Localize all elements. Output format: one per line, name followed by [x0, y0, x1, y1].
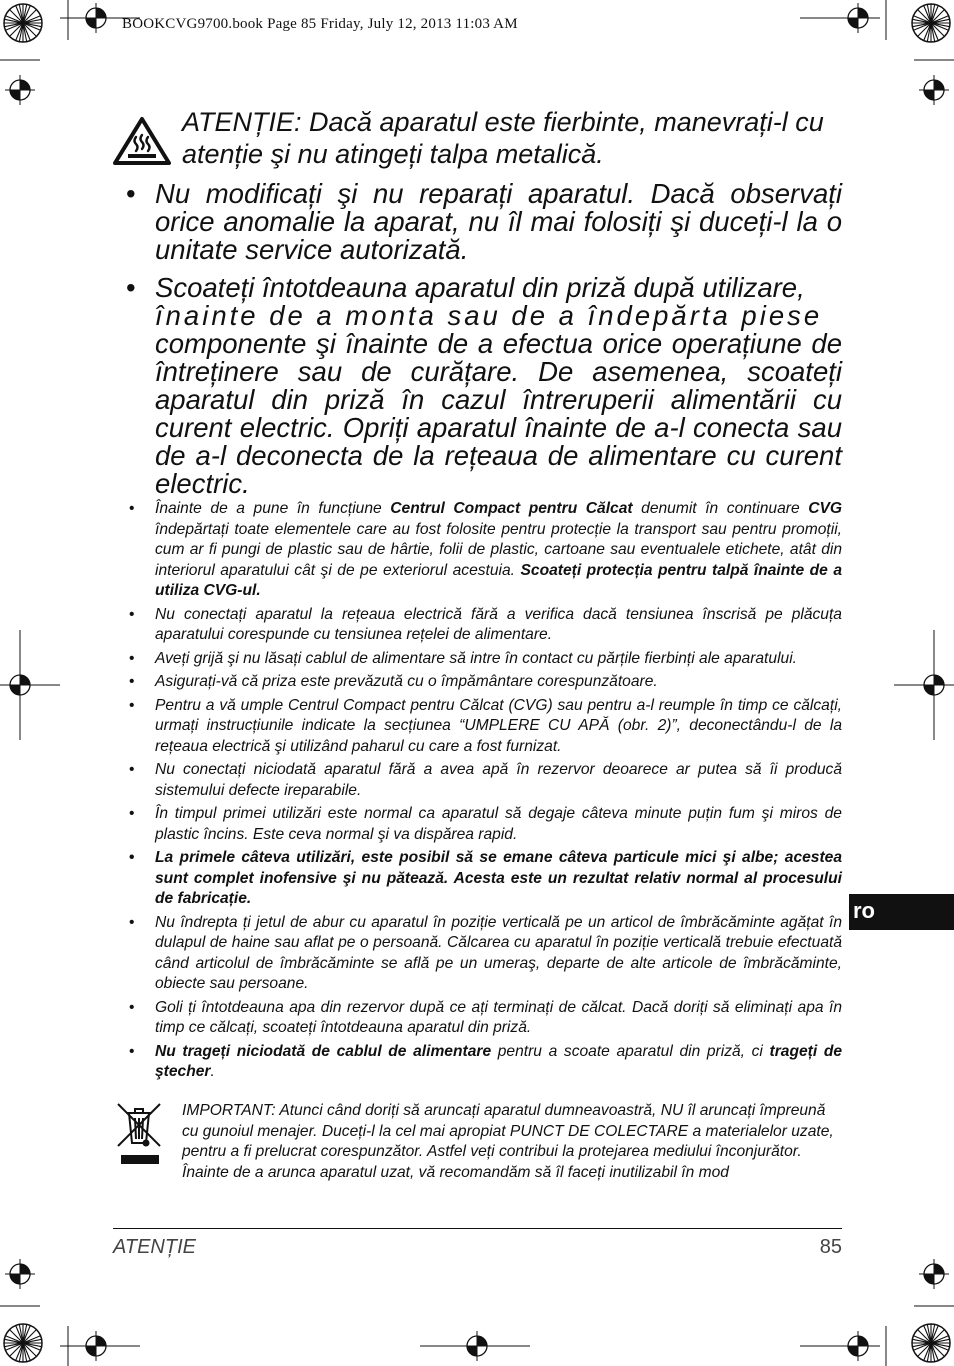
bullet-text: Nu îndrepta ți jetul de abur cu aparatul în poziție verticală pe un articol de îmbrăcăminte agățat în dulapul de haine sau aflat pe o persoană. Călcarea cu aparatul în poziție verticală trebuie efectuată când articolul de îmbrăcăminte se află pe un umeraş, departe de alte articole de îmbrăcăminte, obiecte sau persoane. — [155, 913, 842, 992]
text-span: îndepărtați toate elementele care au fost folosite pentru protecție la transport sau pentru promoții, cum ar fi pungi de plastic sau de hârtie, folii de plastic, cartoane sau eventualele etichete, atât din interiorul aparatului cât şi de pe exteriorul acestuia. — [155, 520, 842, 579]
bullet-icon: • — [129, 998, 135, 1016]
bullet-icon: • — [126, 178, 136, 209]
bullet-text: La primele câteva utilizări, este posibil să se emane câteva particule mici şi albe; acestea sunt complet inofensive şi nu pătează. Acesta este un rezultat relativ normal al procesului de fabricație. — [155, 849, 842, 907]
list-item — [120, 605, 842, 646]
bullet-icon: • — [129, 673, 135, 690]
hot-appliance-warning: ATENȚIE: Dacă aparatul este fierbinte, manevrați-l cu atenție şi nu atingeți talpa metalică. — [182, 107, 824, 169]
disposal-paragraph: IMPORTANT: Atunci când doriți să aruncați aparatul dumneavoastră, NU îl aruncați împreună cu gunoiul menajer. Duceți-l la cel mai apropiat PUNCT DE COLECTARE a materialelor uzate, pentru a fi prelucrat corespunzător. Astfel veți contribui la protejarea mediului înconjurător. — [182, 1102, 834, 1160]
bullet-icon: • — [129, 500, 135, 517]
major-safety-list — [120, 180, 842, 508]
text-span: pentru a scoate aparatul din priză, ci — [491, 1042, 770, 1060]
list-item — [120, 998, 842, 1039]
footer-divider — [113, 1228, 842, 1229]
bullet-icon: • — [129, 913, 135, 931]
emphasis-text: Scoateți protecția pentru talpă înainte de a utiliza CVG-ul. — [155, 561, 842, 599]
disposal-notice — [182, 1101, 842, 1183]
page-number: 85 — [819, 1236, 842, 1258]
bullet-text: componente şi înainte de a efectua orice operațiune de întreținere sau de curățare. De asemenea, scoateți aparatul din priză în cazul întreruperii alimentării cu curent electric. Opriți aparatul înainte de a-l conecta sau de a-l deconecta de la rețeaua de alimentare cu curent electric. — [155, 328, 842, 499]
text-span: denumit în continuare — [632, 500, 809, 517]
list-item — [120, 499, 842, 602]
list-item — [120, 760, 842, 801]
list-item — [120, 1042, 842, 1083]
bullet-text: Asigurați-vă că priza este prevăzută cu o împământare corespunzătoare. — [155, 673, 658, 690]
bullet-icon: • — [129, 649, 135, 667]
bullet-icon: • — [129, 605, 135, 623]
bullet-text: Nu conectați niciodată aparatul fără a avea apă în rezervor deoarece ar putea să îi producă sistemului defecte ireparabile. — [155, 761, 842, 799]
bullet-icon: • — [129, 1042, 135, 1060]
bullet-icon: • — [129, 761, 135, 778]
bullet-icon: • — [126, 272, 136, 303]
list-item — [120, 696, 842, 758]
disposal-paragraph: Înainte de a arunca aparatul uzat, vă recomandăm să îl faceți inutilizabil în mod — [182, 1163, 729, 1181]
hot-surface-warning-icon — [112, 116, 172, 166]
safety-instructions-list — [120, 499, 842, 1086]
text-span: Înainte de a pune în funcțiune — [155, 500, 391, 517]
bullet-text: Scoateți întotdeauna aparatul din priză după utilizare, — [155, 272, 805, 303]
product-abbreviation: CVG — [808, 500, 842, 517]
bullet-icon: • — [129, 849, 135, 866]
bullet-text: Aveți grijă şi nu lăsați cablul de alimentare să intre în contact cu părțile fierbinți ale aparatului. — [155, 649, 798, 667]
bullet-text: Goli ți întotdeauna apa din rezervor după ce ați terminați de călcat. Dacă doriți să eliminați apa în timp ce călcați, scoateți întotdeauna aparatul din priză. — [155, 998, 842, 1036]
bullet-text: Nu modificați şi nu reparați aparatul. Dacă observați orice anomalie la aparat, nu îl mai folosiți şi duceți-l la o unitate service autorizată. — [155, 178, 842, 265]
language-tab: ro — [849, 894, 954, 930]
list-item — [120, 804, 842, 845]
text-span: . — [210, 1063, 215, 1080]
footer-section-title: ATENȚIE — [113, 1236, 196, 1258]
crossed-out-wheelie-bin-icon — [113, 1101, 165, 1167]
emphasis-text: Nu trageți niciodată de cablul de alimentare — [155, 1042, 492, 1060]
bullet-icon: • — [129, 696, 135, 714]
list-item — [120, 848, 842, 910]
bullet-text: Pentru a vă umple Centrul Compact pentru Călcat (CVG) sau pentru a-l reumple în timp ce călcați, urmați instrucțiunile indicate la secțiunea “UMPLERE CU APĂ (obr. 2)”, deconectându-l de la rețeaua electrică şi utilizând paharul cu care a fost furnizat. — [155, 696, 842, 755]
emphasis-text: trageți de ştecher — [155, 1042, 843, 1080]
list-item — [120, 913, 842, 995]
list-item — [120, 274, 842, 498]
bullet-text: În timpul primei utilizări este normal ca aparatul să degaje câteva minute puțin fum şi miros de plastic încins. Este ceva normal şi va dispărea rapid. — [155, 805, 842, 843]
product-name: Centrul Compact pentru Călcat — [390, 500, 633, 517]
bullet-text: înainte de a monta sau de a îndepărta piese — [155, 300, 823, 331]
list-item — [120, 672, 842, 693]
bullet-icon: • — [129, 805, 135, 822]
list-item — [120, 180, 842, 264]
print-header: BOOKCVG9700.book Page 85 Friday, July 12, 2013 11:03 AM — [122, 16, 518, 32]
bullet-text: Nu conectați aparatul la rețeaua electrică fără a verifica dacă tensiunea înscrisă pe plăcuța aparatului corespunde cu tensiunea rețelei de alimentare. — [155, 605, 842, 643]
list-item — [120, 649, 842, 670]
